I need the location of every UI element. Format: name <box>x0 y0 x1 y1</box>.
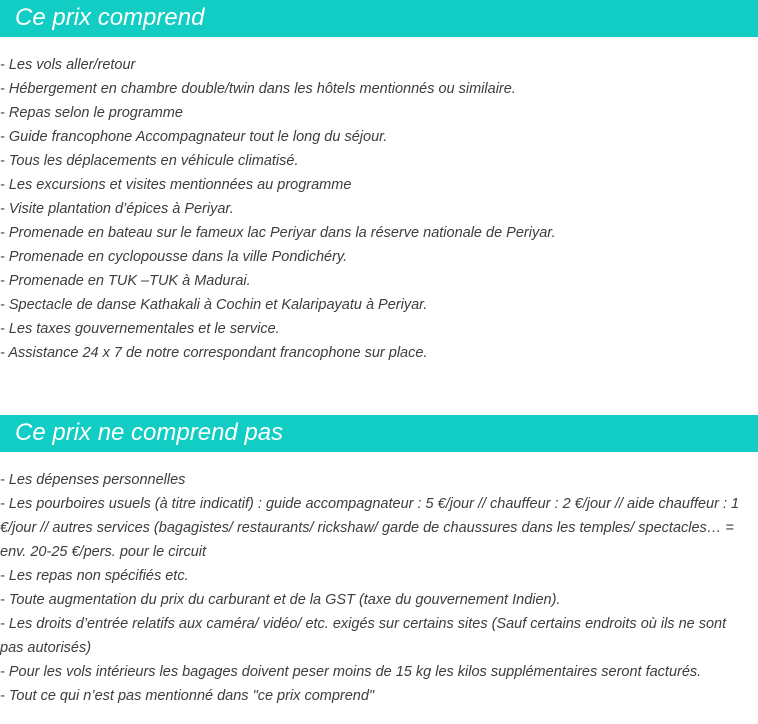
list-item: - Repas selon le programme <box>0 105 183 121</box>
list-item: - Les taxes gouvernementales et le service. <box>0 321 280 337</box>
list-item: - Les droits d’entrée relatifs aux caméra/ vidéo/ etc. exigés sur certains sites (Sauf certains endroits où ils ne sont pas autorisés) <box>0 616 727 656</box>
list-item: - Tout ce qui n’est pas mentionné dans "ce prix comprend" <box>0 688 375 704</box>
list-item: - Les vols aller/retour <box>0 57 136 73</box>
list-item: - Promenade en cyclopousse dans la ville Pondichéry. <box>0 249 348 265</box>
list-item: - Visite plantation d’épices à Periyar. <box>0 201 234 217</box>
list-item: - Les repas non spécifiés etc. <box>0 568 189 584</box>
included-section-header <box>0 0 758 37</box>
list-item: - Les dépenses personnelles <box>0 472 186 488</box>
list-item: - Toute augmentation du prix du carburant et de la GST (taxe du gouvernement Indien). <box>0 592 561 608</box>
list-item: - Guide francophone Accompagnateur tout le long du séjour. <box>0 129 388 145</box>
excluded-section-title: Ce prix ne comprend pas <box>15 419 284 446</box>
excluded-list <box>0 468 752 708</box>
list-item: - Tous les déplacements en véhicule climatisé. <box>0 153 299 169</box>
list-item: - Promenade en bateau sur le fameux lac Periyar dans la réserve nationale de Periyar. <box>0 225 556 241</box>
list-item: - Spectacle de danse Kathakali à Cochin et Kalaripayatu à Periyar. <box>0 297 428 313</box>
list-item: - Pour les vols intérieurs les bagages doivent peser moins de 15 kg les kilos supplémentaires seront facturés. <box>0 664 702 680</box>
included-list <box>0 53 752 365</box>
list-item: - Les excursions et visites mentionnées au programme <box>0 177 352 193</box>
included-section-title: Ce prix comprend <box>15 4 205 31</box>
list-item: - Hébergement en chambre double/twin dans les hôtels mentionnés ou similaire. <box>0 81 516 97</box>
list-item: - Promenade en TUK –TUK à Madurai. <box>0 273 251 289</box>
list-item: - Les pourboires usuels (à titre indicatif) : guide accompagnateur : 5 €/jour // chauffeur : 2 €/jour // aide chauffeur : 1 €/jour // autres services (bagagistes/ restaurants/ rickshaw/ garde de chaussures dans les temples/ spectacles… = env. 20-25 €/pers. pour le circuit <box>0 496 740 560</box>
list-item: - Assistance 24 x 7 de notre correspondant francophone sur place. <box>0 345 428 361</box>
excluded-section-header <box>0 415 758 452</box>
